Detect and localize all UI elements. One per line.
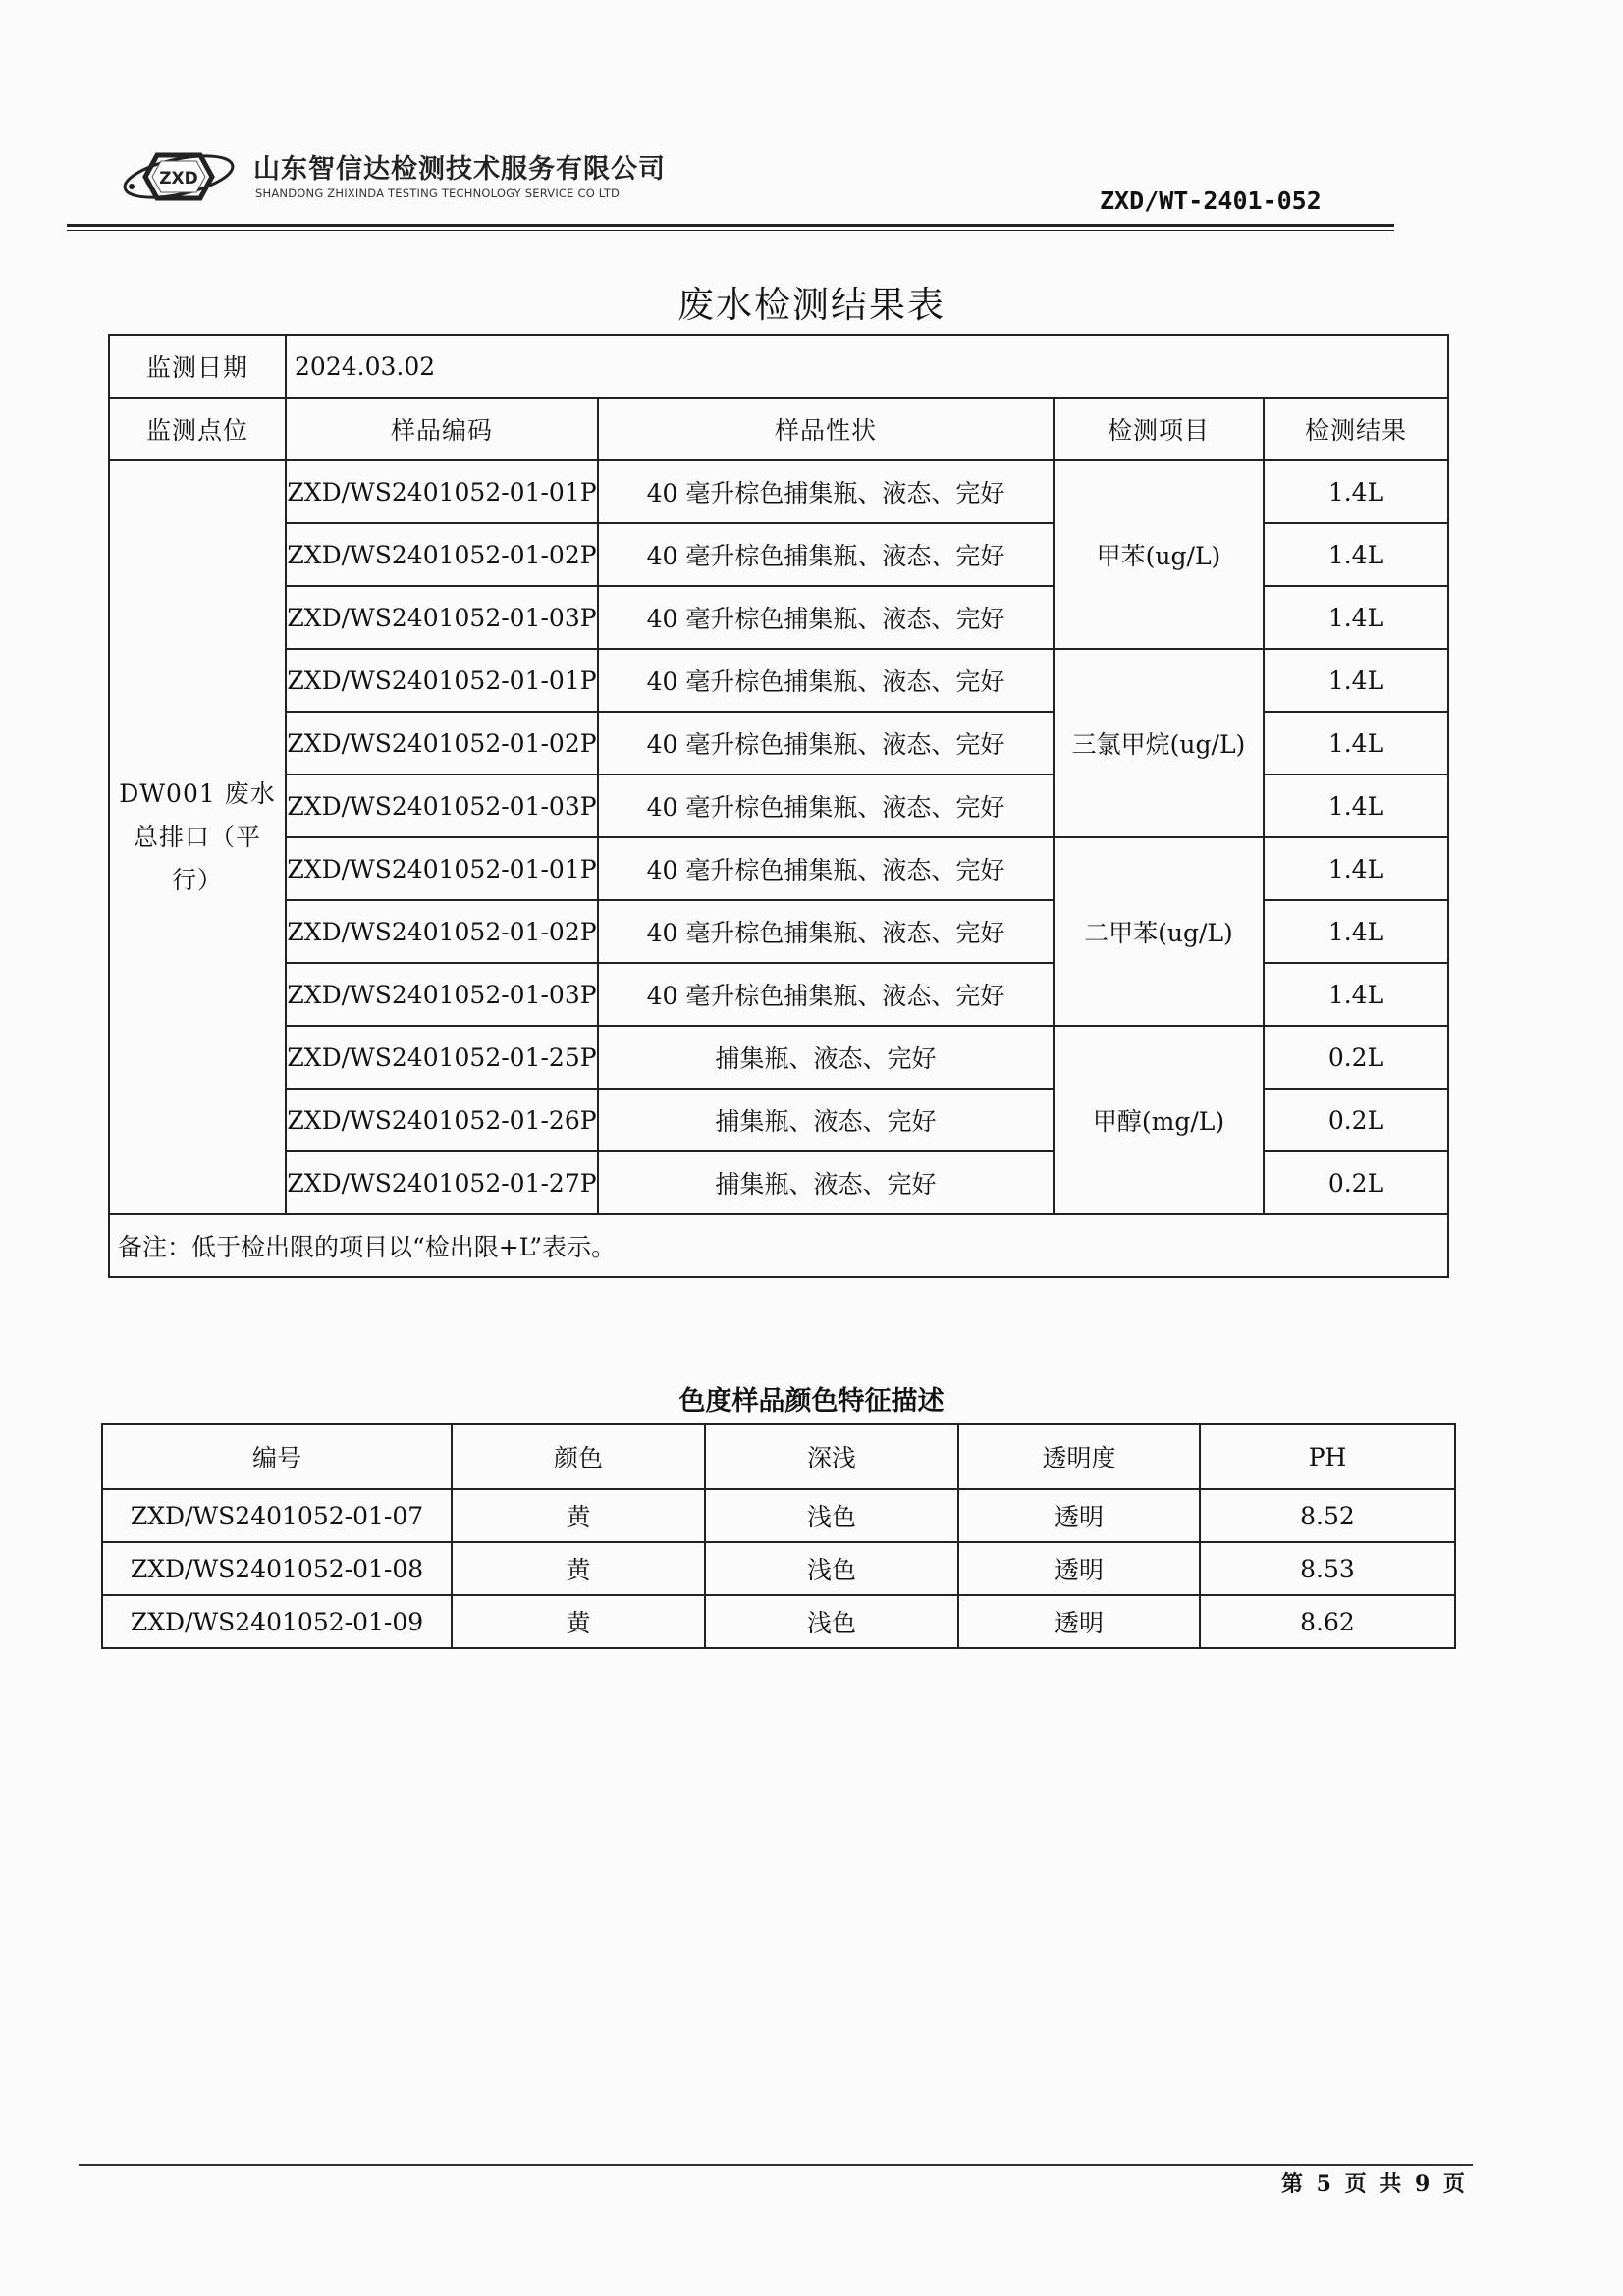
sample-ph: 8.53 xyxy=(1200,1542,1455,1595)
sample-state: 40 毫升棕色捕集瓶、液态、完好 xyxy=(598,837,1054,900)
sample-ph: 8.62 xyxy=(1200,1595,1455,1648)
header-rule-thin xyxy=(67,230,1394,231)
sample-code: ZXD/WS2401052-01-01P xyxy=(286,837,598,900)
test-result: 1.4L xyxy=(1264,963,1448,1026)
table-row xyxy=(102,1542,1455,1595)
sample-code: ZXD/WS2401052-01-27P xyxy=(286,1151,598,1214)
test-result: 1.4L xyxy=(1264,460,1448,523)
test-result: 1.4L xyxy=(1264,649,1448,712)
sample-state: 40 毫升棕色捕集瓶、液态、完好 xyxy=(598,774,1054,837)
sample-state: 40 毫升棕色捕集瓶、液态、完好 xyxy=(598,712,1054,774)
note-row xyxy=(109,1214,1448,1277)
sample-code: ZXD/WS2401052-01-02P xyxy=(286,900,598,963)
test-result: 1.4L xyxy=(1264,900,1448,963)
sample-state: 捕集瓶、液态、完好 xyxy=(598,1089,1054,1151)
header-row xyxy=(102,1424,1455,1489)
test-item: 三氯甲烷(ug/L) xyxy=(1054,649,1264,837)
col-header-state: 样品性状 xyxy=(598,398,1054,460)
table-note: 备注：低于检出限的项目以“检出限+L”表示。 xyxy=(109,1214,1448,1277)
sample-transparency: 透明 xyxy=(958,1595,1200,1648)
date-value: 2024.03.02 xyxy=(286,335,1448,398)
sample-id: ZXD/WS2401052-01-09 xyxy=(102,1595,452,1648)
header-rule xyxy=(67,224,1394,227)
col-header-code: 样品编码 xyxy=(286,398,598,460)
sample-code: ZXD/WS2401052-01-03P xyxy=(286,774,598,837)
sample-code: ZXD/WS2401052-01-26P xyxy=(286,1089,598,1151)
sample-transparency: 透明 xyxy=(958,1489,1200,1542)
footer-rule xyxy=(79,2164,1473,2166)
sample-code: ZXD/WS2401052-01-25P xyxy=(286,1026,598,1089)
test-item: 二甲苯(ug/L) xyxy=(1054,837,1264,1026)
sample-id: ZXD/WS2401052-01-08 xyxy=(102,1542,452,1595)
page-number: 第 5 页 共 9 页 xyxy=(1281,2171,1468,2197)
sample-shade: 浅色 xyxy=(705,1542,958,1595)
sample-transparency: 透明 xyxy=(958,1542,1200,1595)
sample-code: ZXD/WS2401052-01-02P xyxy=(286,712,598,774)
test-result: 1.4L xyxy=(1264,837,1448,900)
col-header-transparency: 透明度 xyxy=(958,1424,1200,1489)
table-row xyxy=(109,460,1448,523)
sample-color: 黄 xyxy=(452,1489,705,1542)
letterhead xyxy=(118,137,1394,236)
header-row xyxy=(109,398,1448,460)
col-header-color: 颜色 xyxy=(452,1424,705,1489)
wastewater-results-title: 废水检测结果表 xyxy=(677,284,946,326)
svg-text:ZXD: ZXD xyxy=(159,169,198,188)
test-item: 甲苯(ug/L) xyxy=(1054,460,1264,649)
company-name-cn: 山东智信达检测技术服务有限公司 xyxy=(253,154,666,185)
test-result: 1.4L xyxy=(1264,712,1448,774)
color-table-title: 色度样品颜色特征描述 xyxy=(678,1386,945,1416)
sample-code: ZXD/WS2401052-01-01P xyxy=(286,460,598,523)
col-header-point: 监测点位 xyxy=(109,398,286,460)
table-row xyxy=(109,837,1448,900)
test-result: 1.4L xyxy=(1264,586,1448,649)
date-row xyxy=(109,335,1448,398)
sample-state: 40 毫升棕色捕集瓶、液态、完好 xyxy=(598,963,1054,1026)
sample-state: 40 毫升棕色捕集瓶、液态、完好 xyxy=(598,523,1054,586)
test-result: 1.4L xyxy=(1264,523,1448,586)
test-item: 甲醇(mg/L) xyxy=(1054,1026,1264,1214)
table-row xyxy=(102,1489,1455,1542)
sample-shade: 浅色 xyxy=(705,1595,958,1648)
sample-ph: 8.52 xyxy=(1200,1489,1455,1542)
test-result: 0.2L xyxy=(1264,1026,1448,1089)
sample-code: ZXD/WS2401052-01-01P xyxy=(286,649,598,712)
col-header-item: 检测项目 xyxy=(1054,398,1264,460)
sample-state: 40 毫升棕色捕集瓶、液态、完好 xyxy=(598,460,1054,523)
sample-color: 黄 xyxy=(452,1595,705,1648)
test-result: 0.2L xyxy=(1264,1089,1448,1151)
sample-code: ZXD/WS2401052-01-02P xyxy=(286,523,598,586)
col-header-result: 检测结果 xyxy=(1264,398,1448,460)
col-header-id: 编号 xyxy=(102,1424,452,1489)
company-logo-icon xyxy=(118,137,245,216)
date-label: 监测日期 xyxy=(109,335,286,398)
test-result: 1.4L xyxy=(1264,774,1448,837)
sample-shade: 浅色 xyxy=(705,1489,958,1542)
sample-state: 捕集瓶、液态、完好 xyxy=(598,1026,1054,1089)
col-header-ph: PH xyxy=(1200,1424,1455,1489)
table-row xyxy=(109,1026,1448,1089)
table-row xyxy=(102,1595,1455,1648)
col-header-shade: 深浅 xyxy=(705,1424,958,1489)
color-characteristics-table xyxy=(101,1423,1456,1649)
wastewater-results-table xyxy=(108,334,1449,1278)
sample-state: 40 毫升棕色捕集瓶、液态、完好 xyxy=(598,586,1054,649)
company-name-en: SHANDONG ZHIXINDA TESTING TECHNOLOGY SERVICE CO LTD xyxy=(255,187,621,200)
monitoring-point: DW001 废水总排口（平行） xyxy=(109,460,286,1214)
sample-code: ZXD/WS2401052-01-03P xyxy=(286,963,598,1026)
sample-state: 40 毫升棕色捕集瓶、液态、完好 xyxy=(598,649,1054,712)
sample-id: ZXD/WS2401052-01-07 xyxy=(102,1489,452,1542)
sample-state: 40 毫升棕色捕集瓶、液态、完好 xyxy=(598,900,1054,963)
sample-color: 黄 xyxy=(452,1542,705,1595)
test-result: 0.2L xyxy=(1264,1151,1448,1214)
report-number: ZXD/WT-2401-052 xyxy=(1100,187,1322,215)
table-row xyxy=(109,649,1448,712)
sample-state: 捕集瓶、液态、完好 xyxy=(598,1151,1054,1214)
sample-code: ZXD/WS2401052-01-03P xyxy=(286,586,598,649)
